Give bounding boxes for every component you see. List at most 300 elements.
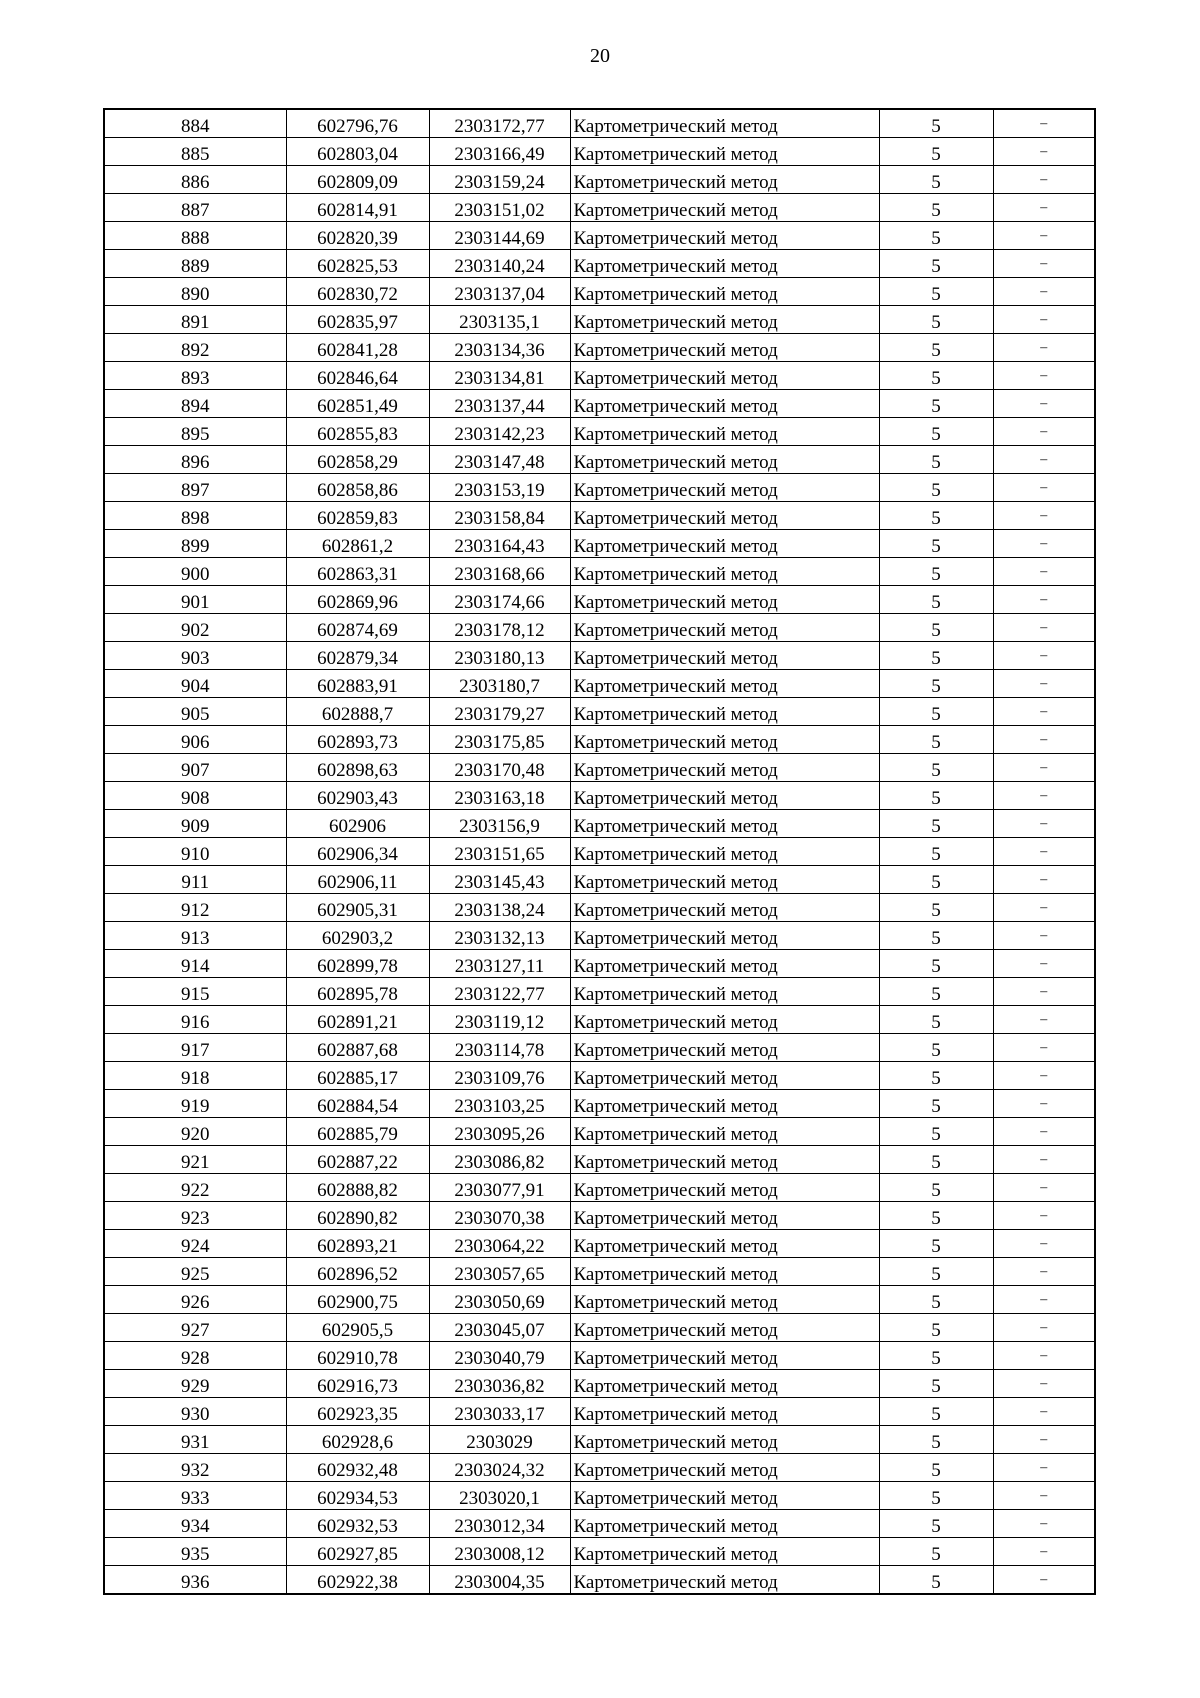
point-number-cell: 908 (104, 782, 286, 810)
y-coordinate-cell: 2303086,82 (429, 1146, 570, 1174)
note-cell: – (993, 390, 1095, 418)
x-coordinate-cell: 602887,22 (286, 1146, 429, 1174)
y-coordinate-cell: 2303147,48 (429, 446, 570, 474)
accuracy-cell: 5 (879, 698, 993, 726)
point-number-cell: 931 (104, 1426, 286, 1454)
accuracy-cell: 5 (879, 922, 993, 950)
table-row (104, 894, 1095, 922)
point-number-cell: 888 (104, 222, 286, 250)
y-coordinate-cell: 2303127,11 (429, 950, 570, 978)
method-cell: Картометрический метод (570, 726, 879, 754)
point-number-cell: 920 (104, 1118, 286, 1146)
x-coordinate-cell: 602879,34 (286, 642, 429, 670)
note-cell: – (993, 474, 1095, 502)
y-coordinate-cell: 2303033,17 (429, 1398, 570, 1426)
table-row (104, 1230, 1095, 1258)
accuracy-cell: 5 (879, 418, 993, 446)
note-cell: – (993, 418, 1095, 446)
x-coordinate-cell: 602903,43 (286, 782, 429, 810)
note-cell: – (993, 362, 1095, 390)
point-number-cell: 914 (104, 950, 286, 978)
y-coordinate-cell: 2303103,25 (429, 1090, 570, 1118)
accuracy-cell: 5 (879, 1454, 993, 1482)
method-cell: Картометрический метод (570, 474, 879, 502)
method-cell: Картометрический метод (570, 1230, 879, 1258)
x-coordinate-cell: 602885,79 (286, 1118, 429, 1146)
note-cell: – (993, 754, 1095, 782)
x-coordinate-cell: 602830,72 (286, 278, 429, 306)
table-row (104, 698, 1095, 726)
table-row (104, 474, 1095, 502)
table-row (104, 1538, 1095, 1566)
point-number-cell: 902 (104, 614, 286, 642)
y-coordinate-cell: 2303109,76 (429, 1062, 570, 1090)
point-number-cell: 890 (104, 278, 286, 306)
point-number-cell: 930 (104, 1398, 286, 1426)
table-row (104, 586, 1095, 614)
y-coordinate-cell: 2303070,38 (429, 1202, 570, 1230)
method-cell: Картометрический метод (570, 530, 879, 558)
method-cell: Картометрический метод (570, 362, 879, 390)
accuracy-cell: 5 (879, 530, 993, 558)
accuracy-cell: 5 (879, 670, 993, 698)
x-coordinate-cell: 602888,7 (286, 698, 429, 726)
y-coordinate-cell: 2303163,18 (429, 782, 570, 810)
note-cell: – (993, 838, 1095, 866)
method-cell: Картометрический метод (570, 1426, 879, 1454)
point-number-cell: 889 (104, 250, 286, 278)
x-coordinate-cell: 602835,97 (286, 306, 429, 334)
point-number-cell: 901 (104, 586, 286, 614)
accuracy-cell: 5 (879, 1426, 993, 1454)
point-number-cell: 884 (104, 109, 286, 138)
table-row (104, 1454, 1095, 1482)
x-coordinate-cell: 602895,78 (286, 978, 429, 1006)
y-coordinate-cell: 2303137,44 (429, 390, 570, 418)
method-cell: Картометрический метод (570, 670, 879, 698)
x-coordinate-cell: 602906 (286, 810, 429, 838)
method-cell: Картометрический метод (570, 278, 879, 306)
method-cell: Картометрический метод (570, 1538, 879, 1566)
table-row (104, 1006, 1095, 1034)
x-coordinate-cell: 602903,2 (286, 922, 429, 950)
method-cell: Картометрический метод (570, 1482, 879, 1510)
point-number-cell: 907 (104, 754, 286, 782)
table-row (104, 1062, 1095, 1090)
point-number-cell: 906 (104, 726, 286, 754)
table-row (104, 418, 1095, 446)
x-coordinate-cell: 602934,53 (286, 1482, 429, 1510)
y-coordinate-cell: 2303077,91 (429, 1174, 570, 1202)
table-row (104, 446, 1095, 474)
note-cell: – (993, 109, 1095, 138)
y-coordinate-cell: 2303151,02 (429, 194, 570, 222)
table-row (104, 1118, 1095, 1146)
table-row (104, 194, 1095, 222)
point-number-cell: 900 (104, 558, 286, 586)
x-coordinate-cell: 602855,83 (286, 418, 429, 446)
y-coordinate-cell: 2303178,12 (429, 614, 570, 642)
table-row (104, 306, 1095, 334)
y-coordinate-cell: 2303174,66 (429, 586, 570, 614)
table-row (104, 1426, 1095, 1454)
note-cell: – (993, 446, 1095, 474)
method-cell: Картометрический метод (570, 1202, 879, 1230)
table-row (104, 1510, 1095, 1538)
method-cell: Картометрический метод (570, 1510, 879, 1538)
accuracy-cell: 5 (879, 1566, 993, 1595)
method-cell: Картометрический метод (570, 502, 879, 530)
point-number-cell: 919 (104, 1090, 286, 1118)
accuracy-cell: 5 (879, 1370, 993, 1398)
note-cell: – (993, 670, 1095, 698)
point-number-cell: 924 (104, 1230, 286, 1258)
x-coordinate-cell: 602820,39 (286, 222, 429, 250)
accuracy-cell: 5 (879, 362, 993, 390)
accuracy-cell: 5 (879, 502, 993, 530)
point-number-cell: 917 (104, 1034, 286, 1062)
point-number-cell: 898 (104, 502, 286, 530)
accuracy-cell: 5 (879, 810, 993, 838)
table-row (104, 978, 1095, 1006)
y-coordinate-cell: 2303095,26 (429, 1118, 570, 1146)
y-coordinate-cell: 2303134,36 (429, 334, 570, 362)
table-row (104, 866, 1095, 894)
method-cell: Картометрический метод (570, 138, 879, 166)
note-cell: – (993, 1174, 1095, 1202)
y-coordinate-cell: 2303179,27 (429, 698, 570, 726)
x-coordinate-cell: 602885,17 (286, 1062, 429, 1090)
note-cell: – (993, 502, 1095, 530)
method-cell: Картометрический метод (570, 838, 879, 866)
x-coordinate-cell: 602923,35 (286, 1398, 429, 1426)
point-number-cell: 929 (104, 1370, 286, 1398)
y-coordinate-cell: 2303158,84 (429, 502, 570, 530)
accuracy-cell: 5 (879, 1006, 993, 1034)
table-row (104, 278, 1095, 306)
point-number-cell: 885 (104, 138, 286, 166)
accuracy-cell: 5 (879, 250, 993, 278)
x-coordinate-cell: 602906,11 (286, 866, 429, 894)
note-cell: – (993, 1510, 1095, 1538)
accuracy-cell: 5 (879, 866, 993, 894)
y-coordinate-cell: 2303140,24 (429, 250, 570, 278)
accuracy-cell: 5 (879, 334, 993, 362)
y-coordinate-cell: 2303175,85 (429, 726, 570, 754)
x-coordinate-cell: 602893,21 (286, 1230, 429, 1258)
coordinates-table (103, 108, 1096, 1595)
method-cell: Картометрический метод (570, 194, 879, 222)
accuracy-cell: 5 (879, 278, 993, 306)
point-number-cell: 891 (104, 306, 286, 334)
note-cell: – (993, 1062, 1095, 1090)
accuracy-cell: 5 (879, 222, 993, 250)
accuracy-cell: 5 (879, 194, 993, 222)
method-cell: Картометрический метод (570, 866, 879, 894)
note-cell: – (993, 1342, 1095, 1370)
accuracy-cell: 5 (879, 558, 993, 586)
method-cell: Картометрический метод (570, 446, 879, 474)
method-cell: Картометрический метод (570, 222, 879, 250)
method-cell: Картометрический метод (570, 1006, 879, 1034)
method-cell: Картометрический метод (570, 894, 879, 922)
note-cell: – (993, 1034, 1095, 1062)
method-cell: Картометрический метод (570, 1286, 879, 1314)
y-coordinate-cell: 2303138,24 (429, 894, 570, 922)
y-coordinate-cell: 2303008,12 (429, 1538, 570, 1566)
point-number-cell: 911 (104, 866, 286, 894)
table-row (104, 334, 1095, 362)
x-coordinate-cell: 602890,82 (286, 1202, 429, 1230)
table-row (104, 1034, 1095, 1062)
x-coordinate-cell: 602927,85 (286, 1538, 429, 1566)
y-coordinate-cell: 2303029 (429, 1426, 570, 1454)
x-coordinate-cell: 602888,82 (286, 1174, 429, 1202)
table-row (104, 390, 1095, 418)
note-cell: – (993, 558, 1095, 586)
x-coordinate-cell: 602858,86 (286, 474, 429, 502)
x-coordinate-cell: 602863,31 (286, 558, 429, 586)
table-row (104, 502, 1095, 530)
point-number-cell: 913 (104, 922, 286, 950)
accuracy-cell: 5 (879, 1202, 993, 1230)
table-row (104, 530, 1095, 558)
x-coordinate-cell: 602922,38 (286, 1566, 429, 1595)
y-coordinate-cell: 2303050,69 (429, 1286, 570, 1314)
point-number-cell: 893 (104, 362, 286, 390)
table-row (104, 810, 1095, 838)
y-coordinate-cell: 2303024,32 (429, 1454, 570, 1482)
y-coordinate-cell: 2303114,78 (429, 1034, 570, 1062)
note-cell: – (993, 810, 1095, 838)
table-row (104, 1286, 1095, 1314)
accuracy-cell: 5 (879, 782, 993, 810)
accuracy-cell: 5 (879, 1510, 993, 1538)
accuracy-cell: 5 (879, 390, 993, 418)
point-number-cell: 887 (104, 194, 286, 222)
table-row (104, 922, 1095, 950)
y-coordinate-cell: 2303040,79 (429, 1342, 570, 1370)
coordinates-table-body (104, 109, 1095, 1594)
method-cell: Картометрический метод (570, 754, 879, 782)
accuracy-cell: 5 (879, 1258, 993, 1286)
method-cell: Картометрический метод (570, 1566, 879, 1595)
note-cell: – (993, 782, 1095, 810)
y-coordinate-cell: 2303166,49 (429, 138, 570, 166)
table-row (104, 726, 1095, 754)
table-row (104, 1566, 1095, 1595)
method-cell: Картометрический метод (570, 109, 879, 138)
method-cell: Картометрический метод (570, 642, 879, 670)
accuracy-cell: 5 (879, 726, 993, 754)
x-coordinate-cell: 602905,5 (286, 1314, 429, 1342)
note-cell: – (993, 1538, 1095, 1566)
x-coordinate-cell: 602906,34 (286, 838, 429, 866)
y-coordinate-cell: 2303168,66 (429, 558, 570, 586)
method-cell: Картометрический метод (570, 950, 879, 978)
table-row (104, 1146, 1095, 1174)
note-cell: – (993, 1426, 1095, 1454)
point-number-cell: 927 (104, 1314, 286, 1342)
accuracy-cell: 5 (879, 754, 993, 782)
y-coordinate-cell: 2303142,23 (429, 418, 570, 446)
x-coordinate-cell: 602928,6 (286, 1426, 429, 1454)
point-number-cell: 894 (104, 390, 286, 418)
point-number-cell: 905 (104, 698, 286, 726)
y-coordinate-cell: 2303180,13 (429, 642, 570, 670)
y-coordinate-cell: 2303045,07 (429, 1314, 570, 1342)
method-cell: Картометрический метод (570, 1090, 879, 1118)
note-cell: – (993, 586, 1095, 614)
accuracy-cell: 5 (879, 1118, 993, 1146)
y-coordinate-cell: 2303134,81 (429, 362, 570, 390)
table-row (104, 782, 1095, 810)
note-cell: – (993, 726, 1095, 754)
method-cell: Картометрический метод (570, 1118, 879, 1146)
note-cell: – (993, 922, 1095, 950)
accuracy-cell: 5 (879, 1034, 993, 1062)
point-number-cell: 897 (104, 474, 286, 502)
table-row (104, 1314, 1095, 1342)
x-coordinate-cell: 602887,68 (286, 1034, 429, 1062)
note-cell: – (993, 278, 1095, 306)
note-cell: – (993, 166, 1095, 194)
x-coordinate-cell: 602932,53 (286, 1510, 429, 1538)
page-number: 20 (590, 45, 610, 67)
point-number-cell: 896 (104, 446, 286, 474)
method-cell: Картометрический метод (570, 782, 879, 810)
accuracy-cell: 5 (879, 838, 993, 866)
note-cell: – (993, 642, 1095, 670)
x-coordinate-cell: 602905,31 (286, 894, 429, 922)
note-cell: – (993, 250, 1095, 278)
note-cell: – (993, 614, 1095, 642)
point-number-cell: 921 (104, 1146, 286, 1174)
table-row (104, 1258, 1095, 1286)
note-cell: – (993, 334, 1095, 362)
note-cell: – (993, 894, 1095, 922)
method-cell: Картометрический метод (570, 1062, 879, 1090)
x-coordinate-cell: 602874,69 (286, 614, 429, 642)
table-row (104, 109, 1095, 138)
table-row (104, 1174, 1095, 1202)
y-coordinate-cell: 2303172,77 (429, 109, 570, 138)
point-number-cell: 895 (104, 418, 286, 446)
point-number-cell: 886 (104, 166, 286, 194)
point-number-cell: 935 (104, 1538, 286, 1566)
x-coordinate-cell: 602859,83 (286, 502, 429, 530)
note-cell: – (993, 978, 1095, 1006)
y-coordinate-cell: 2303164,43 (429, 530, 570, 558)
y-coordinate-cell: 2303156,9 (429, 810, 570, 838)
x-coordinate-cell: 602869,96 (286, 586, 429, 614)
table-row (104, 614, 1095, 642)
table-row (104, 1342, 1095, 1370)
note-cell: – (993, 194, 1095, 222)
point-number-cell: 916 (104, 1006, 286, 1034)
note-cell: – (993, 1398, 1095, 1426)
y-coordinate-cell: 2303159,24 (429, 166, 570, 194)
table-row (104, 558, 1095, 586)
method-cell: Картометрический метод (570, 1342, 879, 1370)
accuracy-cell: 5 (879, 109, 993, 138)
note-cell: – (993, 530, 1095, 558)
accuracy-cell: 5 (879, 1062, 993, 1090)
x-coordinate-cell: 602841,28 (286, 334, 429, 362)
accuracy-cell: 5 (879, 1482, 993, 1510)
method-cell: Картометрический метод (570, 306, 879, 334)
point-number-cell: 928 (104, 1342, 286, 1370)
x-coordinate-cell: 602891,21 (286, 1006, 429, 1034)
method-cell: Картометрический метод (570, 614, 879, 642)
note-cell: – (993, 222, 1095, 250)
y-coordinate-cell: 2303135,1 (429, 306, 570, 334)
y-coordinate-cell: 2303151,65 (429, 838, 570, 866)
y-coordinate-cell: 2303144,69 (429, 222, 570, 250)
note-cell: – (993, 1314, 1095, 1342)
method-cell: Картометрический метод (570, 1174, 879, 1202)
x-coordinate-cell: 602851,49 (286, 390, 429, 418)
table-row (104, 838, 1095, 866)
note-cell: – (993, 138, 1095, 166)
note-cell: – (993, 1258, 1095, 1286)
note-cell: – (993, 1146, 1095, 1174)
table-row (104, 222, 1095, 250)
note-cell: – (993, 698, 1095, 726)
x-coordinate-cell: 602900,75 (286, 1286, 429, 1314)
method-cell: Картометрический метод (570, 698, 879, 726)
note-cell: – (993, 306, 1095, 334)
table-row (104, 754, 1095, 782)
x-coordinate-cell: 602899,78 (286, 950, 429, 978)
point-number-cell: 909 (104, 810, 286, 838)
y-coordinate-cell: 2303170,48 (429, 754, 570, 782)
table-row (104, 166, 1095, 194)
point-number-cell: 899 (104, 530, 286, 558)
method-cell: Картометрический метод (570, 586, 879, 614)
method-cell: Картометрический метод (570, 922, 879, 950)
method-cell: Картометрический метод (570, 1146, 879, 1174)
x-coordinate-cell: 602893,73 (286, 726, 429, 754)
y-coordinate-cell: 2303180,7 (429, 670, 570, 698)
accuracy-cell: 5 (879, 1398, 993, 1426)
note-cell: – (993, 1230, 1095, 1258)
x-coordinate-cell: 602883,91 (286, 670, 429, 698)
note-cell: – (993, 950, 1095, 978)
method-cell: Картометрический метод (570, 418, 879, 446)
note-cell: – (993, 1118, 1095, 1146)
point-number-cell: 926 (104, 1286, 286, 1314)
accuracy-cell: 5 (879, 166, 993, 194)
accuracy-cell: 5 (879, 1286, 993, 1314)
x-coordinate-cell: 602861,2 (286, 530, 429, 558)
accuracy-cell: 5 (879, 138, 993, 166)
accuracy-cell: 5 (879, 1174, 993, 1202)
method-cell: Картометрический метод (570, 1454, 879, 1482)
note-cell: – (993, 1566, 1095, 1595)
table-row (104, 1482, 1095, 1510)
method-cell: Картометрический метод (570, 1314, 879, 1342)
method-cell: Картометрический метод (570, 810, 879, 838)
method-cell: Картометрический метод (570, 1034, 879, 1062)
point-number-cell: 904 (104, 670, 286, 698)
y-coordinate-cell: 2303153,19 (429, 474, 570, 502)
point-number-cell: 922 (104, 1174, 286, 1202)
method-cell: Картометрический метод (570, 558, 879, 586)
method-cell: Картометрический метод (570, 390, 879, 418)
note-cell: – (993, 1006, 1095, 1034)
x-coordinate-cell: 602916,73 (286, 1370, 429, 1398)
